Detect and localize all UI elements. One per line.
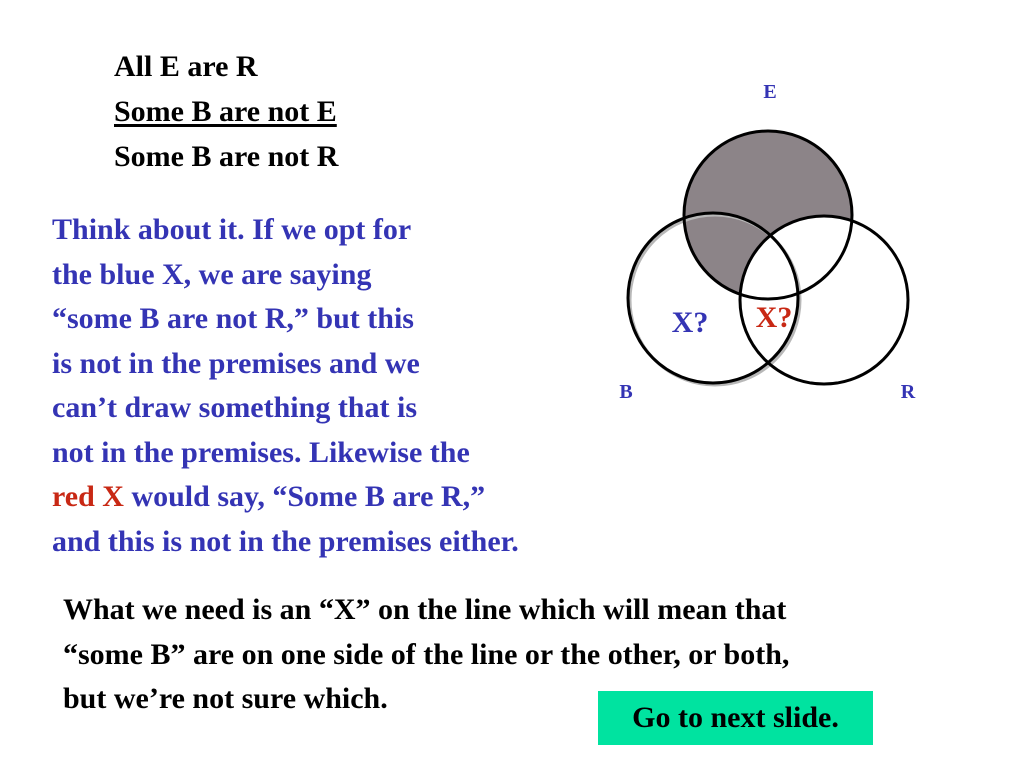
explanation-line: the blue X, we are saying xyxy=(52,257,372,291)
need-line: but we’re not sure which. xyxy=(63,682,388,715)
explanation-line: Think about it. If we opt for xyxy=(52,213,412,246)
venn-diagram xyxy=(600,60,920,420)
label-e: E xyxy=(763,81,777,103)
shaded-region xyxy=(684,131,908,384)
explanation-line-rest: would say, “Some B are R,” xyxy=(123,480,486,513)
syllogism xyxy=(114,44,338,179)
explanation-line: can’t draw something that is xyxy=(52,391,417,424)
blue-x-mark: X? xyxy=(671,306,709,339)
explanation-line: not in the premises. Likewise the xyxy=(52,435,470,469)
explanation-text xyxy=(52,208,519,564)
explanation-line: and this is not in the premises either. xyxy=(52,524,519,558)
red-word: red xyxy=(52,480,95,513)
premise-1: All E are R xyxy=(114,50,258,83)
need-line: “some B” are on one side of the line or the other, or both, xyxy=(63,637,790,671)
explanation-line xyxy=(52,475,519,520)
label-b: B xyxy=(619,381,633,403)
red-x-word: X xyxy=(102,480,124,513)
conclusion: Some B are not R xyxy=(114,140,339,173)
next-slide-button[interactable]: Go to next slide. xyxy=(598,691,873,745)
explanation-line: is not in the premises and we xyxy=(52,346,420,380)
explanation-line: “some B are not R,” but this xyxy=(52,302,414,335)
need-line: What we need is an “X” on the line which will mean that xyxy=(63,593,787,626)
red-x-mark: X? xyxy=(755,301,793,334)
label-r: R xyxy=(900,381,916,403)
premise-2: Some B are not E xyxy=(114,95,337,128)
